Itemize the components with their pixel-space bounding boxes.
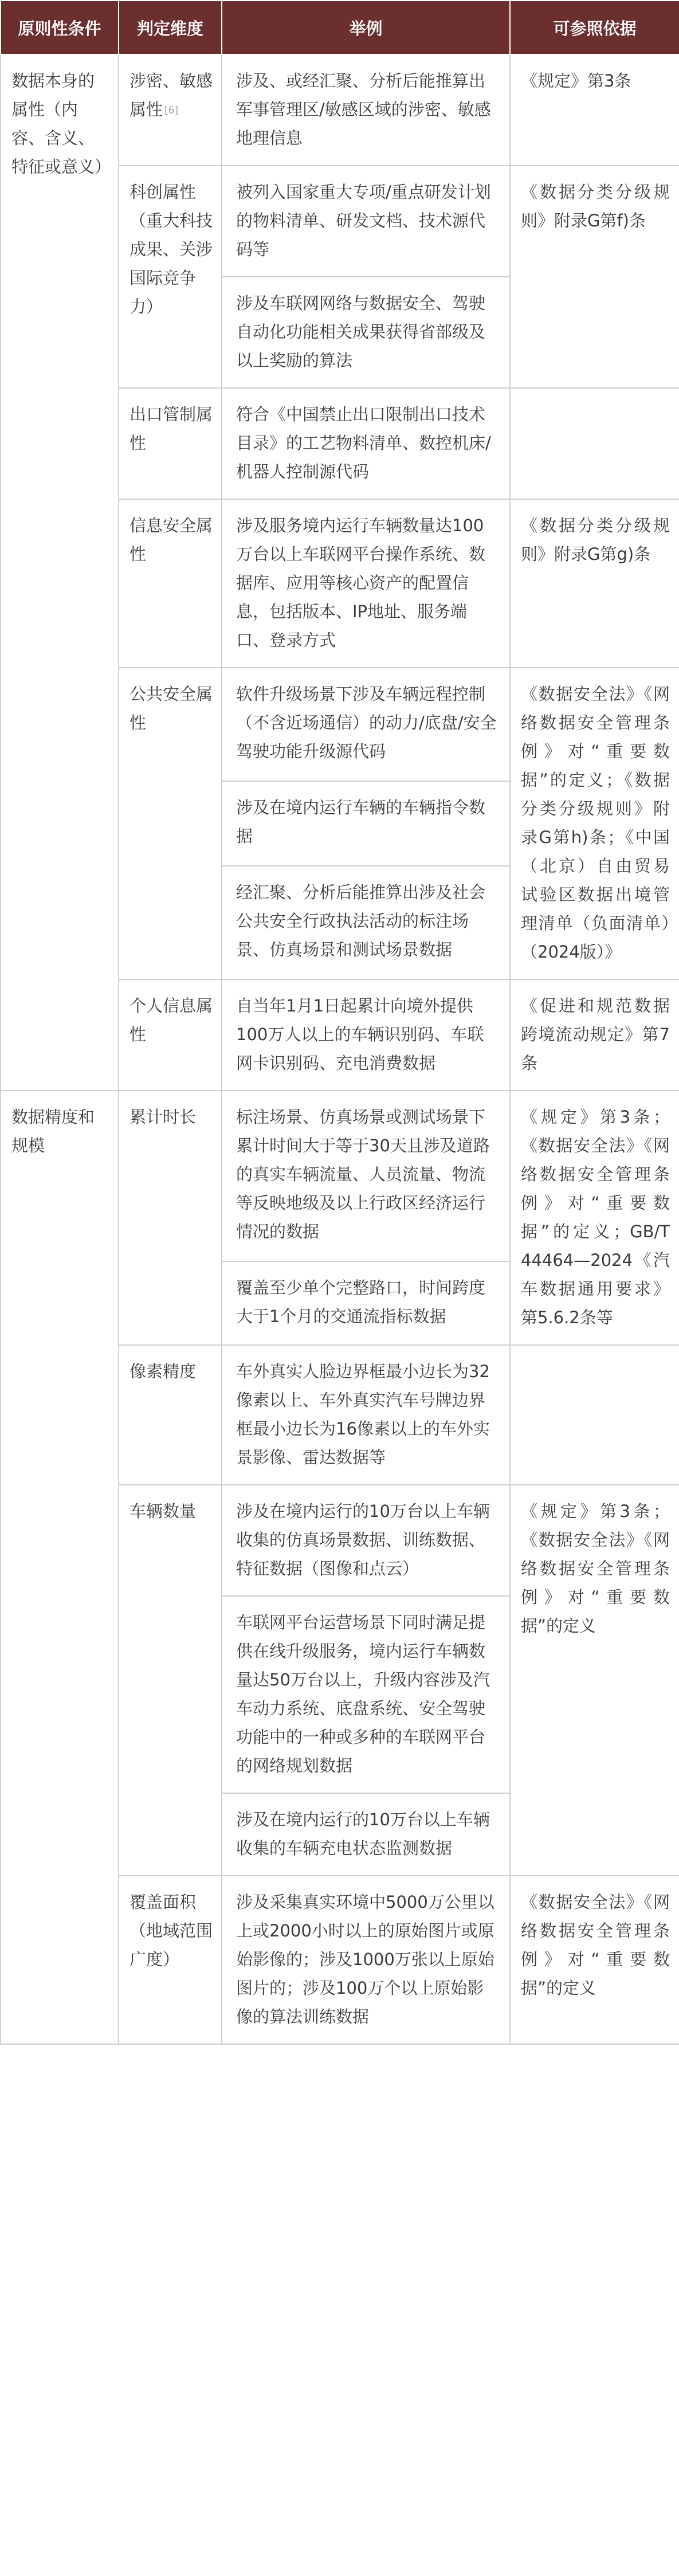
dimension-cell — [119, 54, 222, 166]
example-cell: 涉及采集真实环境中5000万公里以上或2000小时以上的原始图片或原始影像的；涉及1000万张以上原始图片的；涉及100万个以上原始影像的算法训练数据 — [222, 1876, 510, 2044]
dimension-cell — [119, 499, 222, 668]
dimension-cell — [119, 1091, 222, 1345]
reference-cell: 《数据分类分级规则》附录G第f)条 — [510, 166, 679, 388]
reference-cell: 《规定》第3条；《数据安全法》《网络数据安全管理条例》对“重要数据”的定义；GB/T 44464—2024《汽车数据通用要求》第5.6.2条等 — [510, 1091, 679, 1345]
header-reference: 可参照依据 — [510, 1, 679, 54]
header-example: 举例 — [222, 1, 510, 54]
header-condition: 原则性条件 — [1, 1, 119, 54]
condition-text: 数据本身的属性（内容、含义、特征或意义） — [11, 71, 112, 177]
dimension-cell — [119, 668, 222, 979]
example-cell: 符合《中国禁止出口限制出口技术目录》的工艺物料清单、数控机床/机器人控制源代码 — [222, 388, 510, 499]
example-cell: 车外真实人脸边界框最小边长为32像素以上、车外真实汽车号牌边界框最小边长为16像素以上的车外实景影像、雷达数据等 — [222, 1345, 510, 1485]
example-cell: 覆盖至少单个完整路口，时间跨度大于1个月的交通流指标数据 — [222, 1261, 510, 1345]
reference-cell: 《促进和规范数据跨境流动规定》第7条 — [510, 979, 679, 1091]
reference-cell: 《规定》第3条；《数据安全法》《网络数据安全管理条例》对“重要数据”的定义 — [510, 1485, 679, 1876]
dimension-text: 个人信息属性 — [129, 996, 213, 1044]
dimension-text: 车辆数量 — [129, 1501, 197, 1521]
dimension-text: 累计时长 — [129, 1107, 197, 1127]
dimension-text: 公共安全属性 — [129, 684, 213, 732]
condition-text: 数据精度和规模 — [11, 1107, 95, 1155]
table-body — [1, 54, 679, 2044]
dimension-cell — [119, 1485, 222, 1876]
example-cell: 涉及车联网网络与数据安全、驾驶自动化功能相关成果获得省部级及以上奖励的算法 — [222, 277, 510, 388]
dimension-text: 覆盖面积（地域范围广度） — [129, 1892, 213, 1969]
table-row — [1, 1091, 679, 1261]
dimension-text: 涉密、敏感属性 — [129, 71, 213, 119]
condition-cell — [1, 1091, 119, 2044]
reference-cell — [510, 1345, 679, 1485]
dimension-text: 信息安全属性 — [129, 516, 213, 564]
header-dimension: 判定维度 — [119, 1, 222, 54]
condition-cell — [1, 54, 119, 1091]
dimension-text: 科创属性（重大科技成果、关涉国际竞争力） — [129, 182, 213, 316]
table-row — [1, 54, 679, 166]
example-cell: 车联网平台运营场景下同时满足提供在线升级服务，境内运行车辆数量达50万台以上，升级内容涉及汽车动力系统、底盘系统、安全驾驶功能中的一种或多种的车联网平台的网络规划数据 — [222, 1596, 510, 1793]
example-cell: 标注场景、仿真场景或测试场景下累计时间大于等于30天且涉及道路的真实车辆流量、人员流量、物流等反映地级及以上行政区经济运行情况的数据 — [222, 1091, 510, 1261]
example-cell: 经汇聚、分析后能推算出涉及社会公共安全行政执法活动的标注场景、仿真场景和测试场景数据 — [222, 866, 510, 979]
dimension-text: 像素精度 — [129, 1362, 197, 1381]
dimension-cell — [119, 1345, 222, 1485]
dimension-text: 出口管制属性 — [129, 405, 213, 453]
example-cell: 涉及、或经汇聚、分析后能推算出军事管理区/敏感区域的涉密、敏感地理信息 — [222, 54, 510, 166]
example-cell: 被列入国家重大专项/重点研发计划的物料清单、研发文档、技术源代码等 — [222, 166, 510, 277]
example-cell: 涉及在境内运行的10万台以上车辆收集的仿真场景数据、训练数据、特征数据（图像和点云） — [222, 1485, 510, 1596]
reference-cell: 《数据安全法》《网络数据安全管理条例》对“重要数据”的定义；《数据分类分级规则》附录G第h)条；《中国（北京）自由贸易试验区数据出境管理清单（负面清单）（2024版）》 — [510, 668, 679, 979]
example-cell: 涉及在境内运行车辆的车辆指令数据 — [222, 781, 510, 865]
dimension-cell — [119, 1876, 222, 2044]
header-row — [1, 1, 679, 54]
dimension-cell — [119, 166, 222, 388]
example-cell: 自当年1月1日起累计向境外提供100万人以上的车辆识别码、车联网卡识别码、充电消费数据 — [222, 979, 510, 1091]
example-cell: 涉及服务境内运行车辆数量达100万台以上车联网平台操作系统、数据库、应用等核心资产的配置信息，包括版本、IP地址、服务端口、登录方式 — [222, 499, 510, 668]
example-cell: 软件升级场景下涉及车辆远程控制（不含近场通信）的动力/底盘/安全驾驶功能升级源代码 — [222, 668, 510, 781]
reference-cell: 《规定》第3条 — [510, 54, 679, 166]
reference-cell: 《数据分类分级规则》附录G第g)条 — [510, 499, 679, 668]
footnote-marker: [6] — [164, 105, 179, 116]
reference-cell — [510, 388, 679, 499]
reference-cell: 《数据安全法》《网络数据安全管理条例》对“重要数据”的定义 — [510, 1876, 679, 2044]
dimension-cell — [119, 979, 222, 1091]
dimension-cell — [119, 388, 222, 499]
example-cell: 涉及在境内运行的10万台以上车辆收集的车辆充电状态监测数据 — [222, 1793, 510, 1876]
